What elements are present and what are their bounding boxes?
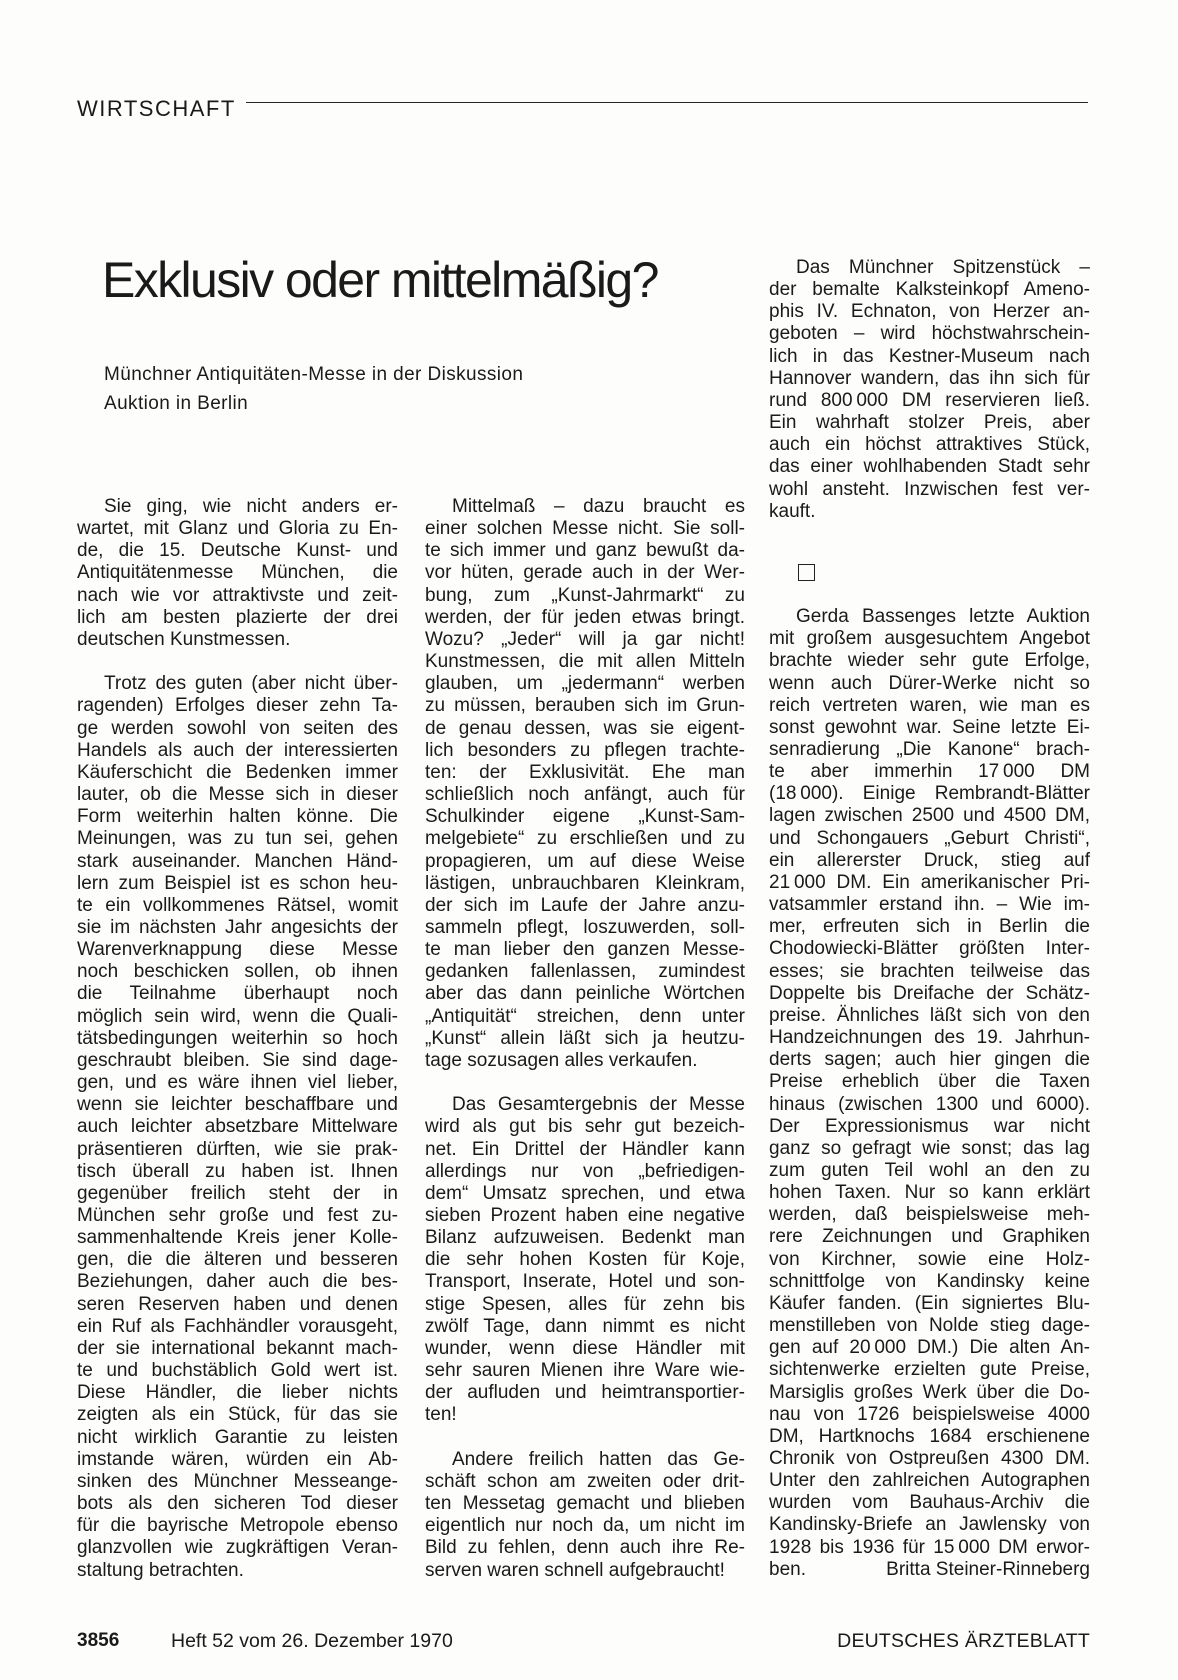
text-line: te und buchstäblich Gold wert ist. xyxy=(77,1360,398,1382)
text-line: stige Spesen, alles für zehn bis xyxy=(425,1293,745,1315)
text-line: Preise erheblich über die Taxen xyxy=(769,1071,1090,1093)
text-line: Diese Händler, die lieber nichts xyxy=(77,1382,398,1404)
text-line: zwölf Tage, dann nimmt es nicht xyxy=(425,1315,745,1337)
page-footer xyxy=(0,1629,1178,1653)
text-line: Chronik von Ostpreußen 4300 DM. xyxy=(769,1448,1090,1469)
header-rule xyxy=(246,102,1088,103)
text-line: wartet, mit Glanz und Gloria zu En- xyxy=(77,518,398,540)
text-line: lern zum Beispiel ist es schon heu- xyxy=(77,872,398,894)
text-line: sieben Prozent haben eine negative xyxy=(425,1205,745,1226)
text-line: werden, daß beispielsweise meh- xyxy=(769,1204,1090,1226)
text-line: te sich immer und ganz bewußt da- xyxy=(425,540,745,562)
text-line: Meinungen, was zu tun sei, gehen xyxy=(77,828,398,850)
text-line: te ein vollkommenes Rätsel, womit xyxy=(77,894,398,916)
text-line: reich vertreten waren, wie man es xyxy=(769,694,1090,716)
text-line: Beziehungen, daher auch die bes- xyxy=(77,1271,398,1293)
text-line: rere Zeichnungen und Graphiken xyxy=(769,1226,1090,1248)
text-line-fragment: ben. xyxy=(769,1558,806,1580)
text-line: stark auseinander. Manchen Händ- xyxy=(77,850,398,872)
text-line: geschraubt bleiben. Sie sind dage- xyxy=(77,1049,398,1071)
text-line: de, die 15. Deutsche Kunst- und xyxy=(77,540,398,562)
text-line: aber das dann peinliche Wörtchen xyxy=(425,983,745,1005)
text-line: menstilleben von Nolde stieg dage- xyxy=(769,1315,1090,1337)
text-line: mer, erfreuten sich in Berlin die xyxy=(769,916,1090,938)
text-line: ein Ruf als Fachhändler vorausgeht, xyxy=(77,1315,398,1337)
text-line: „Antiquität“ streichen, denn unter xyxy=(425,1005,745,1027)
text-line: für die bayrische Metropole ebenso xyxy=(77,1515,398,1537)
text-line: te man lieber den ganzen Messe- xyxy=(425,939,745,961)
paragraph xyxy=(77,496,398,651)
text-line: Doppelte bis Dreifache der Schätz- xyxy=(769,982,1090,1004)
section-label: WIRTSCHAFT xyxy=(77,96,236,121)
paragraph xyxy=(425,496,745,1072)
text-line: allerdings nur von „befriedigen- xyxy=(425,1160,745,1182)
text-line: von Kirchner, sowie eine Holz- xyxy=(769,1248,1090,1270)
text-line: serven waren schnell aufgebraucht! xyxy=(425,1559,725,1581)
text-line: lich am besten plazierte der drei xyxy=(77,606,398,628)
text-line: der bemalte Kalksteinkopf Ameno- xyxy=(769,279,1090,301)
text-line: wenn auch Dürer-Werke nicht so xyxy=(769,672,1090,694)
text-line: ge werden sowohl von seiten des xyxy=(77,717,398,739)
text-line: bung, zum „Kunst-Jahrmarkt“ zu xyxy=(425,584,745,606)
text-line: Marsiglis großes Werk über die Do- xyxy=(769,1381,1090,1403)
author-signature: Britta Steiner-Rinneberg xyxy=(886,1558,1090,1580)
text-line: Andere freilich hatten das Ge- xyxy=(452,1448,745,1470)
text-line: esses; sie brachten teilweise das xyxy=(769,960,1090,982)
text-line: glanzvollen wie zugkräftigen Veran- xyxy=(77,1537,398,1559)
paragraph xyxy=(769,257,1090,523)
text-line: möglich sein wird, wenn die Quali- xyxy=(77,1005,398,1027)
text-line: staltung betrachten. xyxy=(77,1559,244,1581)
text-line: lauter, ob die Messe sich in dieser xyxy=(77,784,398,806)
text-line: Chodowiecki-Blätter größten Inter- xyxy=(769,938,1090,960)
text-line: ten Messetag gemacht und blieben xyxy=(425,1493,745,1515)
text-line: auch leichter absetzbare Mittelware xyxy=(77,1116,398,1138)
column-1 xyxy=(77,496,398,1582)
text-line: Der Expressionismus war nicht xyxy=(769,1115,1090,1137)
subtitle-line: Münchner Antiquitäten-Messe in der Diskussion xyxy=(104,364,524,385)
text-line: Bild zu fehlen, denn auch ihre Re- xyxy=(425,1537,745,1559)
text-line: Wozu? „Jeder“ will ja gar nicht! xyxy=(425,628,745,650)
text-line: mit großem ausgesuchtem Angebot xyxy=(769,628,1090,650)
text-line: Kunstmessen, die mit allen Mitteln xyxy=(425,651,745,673)
text-line: gen, die die älteren und besseren xyxy=(77,1249,398,1271)
text-line: 1928 bis 1936 für 15 000 DM erwor- xyxy=(769,1536,1090,1558)
text-line: hohen Taxen. Nur so kann erklärt xyxy=(769,1182,1090,1204)
text-line: wohl ansteht. Inzwischen fest ver- xyxy=(769,478,1090,500)
text-line: Gerda Bassenges letzte Auktion xyxy=(796,606,1090,628)
text-line: imstande wären, würden ein Ab- xyxy=(77,1448,398,1470)
text-line: schäft schon am zweiten oder drit- xyxy=(425,1470,745,1492)
text-line: Bilanz aufzuweisen. Bedenkt man xyxy=(425,1227,745,1249)
text-line: eigentlich nur noch da, um nicht im xyxy=(425,1515,745,1537)
text-line: te aber immerhin 17 000 DM xyxy=(769,761,1090,783)
column-3 xyxy=(769,257,1090,1581)
paragraph xyxy=(425,1449,745,1582)
text-line: tätsbedingungen weiterhin so hoch xyxy=(77,1027,398,1049)
text-line: lagen zwischen 2500 und 4500 DM, xyxy=(769,805,1090,827)
paragraph xyxy=(769,606,1090,1581)
text-line: ragenden) Erfolges dieser zehn Ta- xyxy=(77,695,398,717)
text-line: derts sagen; auch hier gingen die xyxy=(769,1049,1090,1071)
text-line: Das Münchner Spitzenstück – xyxy=(796,257,1090,278)
text-line: preise. Ähnliches läßt sich von den xyxy=(769,1004,1090,1026)
open-square-icon xyxy=(798,564,815,581)
text-line: und Schongauers „Geburt Christi“, xyxy=(769,827,1090,849)
text-line: vor hüten, gerade auch in der Wer- xyxy=(425,562,745,584)
text-line: deutschen Kunstmessen. xyxy=(77,628,291,650)
text-line: Transport, Inserate, Hotel und son- xyxy=(425,1271,745,1293)
text-line: phis IV. Echnaton, von Herzer an- xyxy=(769,301,1090,323)
column-2 xyxy=(425,496,745,1582)
text-line: die sehr hohen Kosten für Koje, xyxy=(425,1249,745,1271)
text-line: Käufer fanden. (Ein signiertes Blu- xyxy=(769,1292,1090,1314)
text-line: sehr sauren Mienen ihre Ware wie- xyxy=(425,1360,745,1382)
text-line: ein allererster Druck, stieg auf xyxy=(769,849,1090,871)
text-line: lich besonders zu pflegen trachte- xyxy=(425,739,745,761)
text-line: sichtenwerke erzielten gute Preise, xyxy=(769,1359,1090,1381)
text-line: Käuferschicht die Bedenken immer xyxy=(77,761,398,783)
text-line: ten: der Exklusivität. Ehe man xyxy=(425,761,745,783)
text-line: der sich im Laufe der Jahre anzu- xyxy=(425,894,745,916)
text-line: Unter den zahlreichen Autographen xyxy=(769,1470,1090,1492)
article-title: Exklusiv oder mittelmäßig? xyxy=(102,252,658,308)
subtitle-line: Auktion in Berlin xyxy=(104,393,249,414)
text-line: Antiquitätenmesse München, die xyxy=(77,562,398,584)
text-line: gen auf 20 000 DM.) Die alten An- xyxy=(769,1337,1090,1359)
text-line: bots als den sicheren Tod dieser xyxy=(77,1493,398,1515)
text-line: de genau dessen, was sie eigent- xyxy=(425,717,745,739)
text-line: sammenhaltende Kreis jener Kolle- xyxy=(77,1227,398,1249)
text-line: das einer wohlhabenden Stadt sehr xyxy=(769,456,1090,478)
text-line: Warenverknappung diese Messe xyxy=(77,939,398,961)
text-line: schließlich noch anfängt, auch für xyxy=(425,784,745,806)
text-line: geboten – wird höchstwahrschein- xyxy=(769,323,1090,345)
text-line: Handzeichnungen des 19. Jahrhun- xyxy=(769,1027,1090,1049)
text-line: einer solchen Messe nicht. Sie soll- xyxy=(425,518,745,540)
text-line: lästigen, unbrauchbaren Kleinkram, xyxy=(425,872,745,894)
text-line: nicht wirklich Garantie zu leisten xyxy=(77,1426,398,1448)
paragraph xyxy=(77,673,398,1581)
text-line: nach wie vor attraktivste und zeit- xyxy=(77,584,398,606)
text-line: senradierung „Die Kanone“ brach- xyxy=(769,739,1090,760)
text-line: Das Gesamtergebnis der Messe xyxy=(452,1094,745,1116)
text-line: schnittfolge von Kandinsky keine xyxy=(769,1270,1090,1292)
text-line: auch ein höchst attraktives Stück, xyxy=(769,434,1090,456)
text-line: ganz so gefragt wie sonst; das lag xyxy=(769,1137,1090,1159)
text-line: wird als gut bis sehr gut bezeich- xyxy=(425,1116,745,1138)
text-line: Handels als auch der interessierten xyxy=(77,739,398,761)
text-line: dem“ Umsatz sprechen, und etwa xyxy=(425,1182,745,1204)
text-line: Hannover wandern, das ihn sich für xyxy=(769,367,1090,389)
text-line: Trotz des guten (aber nicht über- xyxy=(104,673,398,695)
text-line: Kandinsky-Briefe an Jawlensky von xyxy=(769,1514,1090,1536)
text-line: sammeln pflegt, loszuwerden, soll- xyxy=(425,916,745,938)
text-line: zu müssen, berauben sich im Grun- xyxy=(425,695,745,717)
text-line: werden, der für jeden etwas bringt. xyxy=(425,606,745,628)
text-line: glauben, um „jedermann“ werben xyxy=(425,673,745,695)
text-line: wurden vom Bauhaus-Archiv die xyxy=(769,1492,1090,1514)
text-line: kauft. xyxy=(769,500,816,522)
text-line: zeigten als ein Stück, für das sie xyxy=(77,1404,398,1426)
text-line: der sie international bekannt mach- xyxy=(77,1337,398,1359)
text-line: propagieren, um auf diese Weise xyxy=(425,850,745,872)
text-line xyxy=(769,1559,1090,1581)
text-line: Sie ging, wie nicht anders er- xyxy=(104,496,398,517)
text-line: München sehr große und fest zu- xyxy=(77,1205,398,1226)
text-line: brachte wieder sehr gute Erfolge, xyxy=(769,650,1090,672)
text-line: der aufluden und heimtransportier- xyxy=(425,1382,745,1404)
text-line: zum guten Teil wohl an den zu xyxy=(769,1159,1090,1181)
text-line: lich in das Kestner-Museum nach xyxy=(769,345,1090,367)
text-line: gegenüber freilich steht der in xyxy=(77,1182,398,1204)
text-line: wenn sie leichter beschaffbare und xyxy=(77,1094,398,1116)
text-line: rund 800 000 DM reservieren ließ. xyxy=(769,389,1090,411)
text-line: seren Reserven haben und denen xyxy=(77,1293,398,1315)
text-line: tisch überall zu haben ist. Ihnen xyxy=(77,1160,398,1182)
text-line: melgebiete“ zu erschließen und zu xyxy=(425,828,745,850)
text-line: Form weiterhin halten könne. Die xyxy=(77,806,398,828)
issue-info: Heft 52 vom 26. Dezember 1970 xyxy=(171,1630,453,1652)
page-number: 3856 xyxy=(77,1630,120,1651)
text-line: gedanken fallenlassen, zumindest xyxy=(425,961,745,983)
text-line: Mittelmaß – dazu braucht es xyxy=(452,496,745,517)
text-line: 21 000 DM. Ein amerikanischer Pri- xyxy=(769,871,1090,893)
text-line: gen, und es wäre ihnen viel lieber, xyxy=(77,1072,398,1094)
text-line: sie im nächsten Jahr angesichts der xyxy=(77,916,398,938)
text-line: vatsammler erstand ihn. – Wie im- xyxy=(769,894,1090,916)
text-line: Ein wahrhaft stolzer Preis, aber xyxy=(769,412,1090,434)
publication-name: DEUTSCHES ÄRZTEBLATT xyxy=(837,1630,1090,1652)
text-line: DM, Hartknochs 1684 erschienene xyxy=(769,1425,1090,1447)
text-line: noch beschicken sollen, ob ihnen xyxy=(77,961,398,983)
text-line: net. Ein Drittel der Händler kann xyxy=(425,1138,745,1160)
text-line: sinken des Münchner Messeange- xyxy=(77,1470,398,1492)
text-line: Schulkinder eigene „Kunst-Sam- xyxy=(425,806,745,828)
article-subtitles xyxy=(104,360,523,418)
text-line: hinaus (zwischen 1300 und 6000). xyxy=(769,1093,1090,1115)
text-line: die Teilnahme überhaupt noch xyxy=(77,983,398,1005)
text-line: ten! xyxy=(425,1404,457,1426)
paragraph xyxy=(425,1094,745,1426)
text-line: präsentieren dürften, wie sie prak- xyxy=(77,1138,398,1160)
text-line: (18 000). Einige Rembrandt-Blätter xyxy=(769,783,1090,805)
text-line: tage sozusagen alles verkaufen. xyxy=(425,1049,698,1071)
text-line: sonst gewohnt war. Seine letzte Ei- xyxy=(769,716,1090,738)
text-line: wunder, wenn diese Händler mit xyxy=(425,1337,745,1359)
text-line: „Kunst“ allein läßt sich ja heutzu- xyxy=(425,1027,745,1049)
text-line: nau von 1726 beispielsweise 4000 xyxy=(769,1403,1090,1425)
